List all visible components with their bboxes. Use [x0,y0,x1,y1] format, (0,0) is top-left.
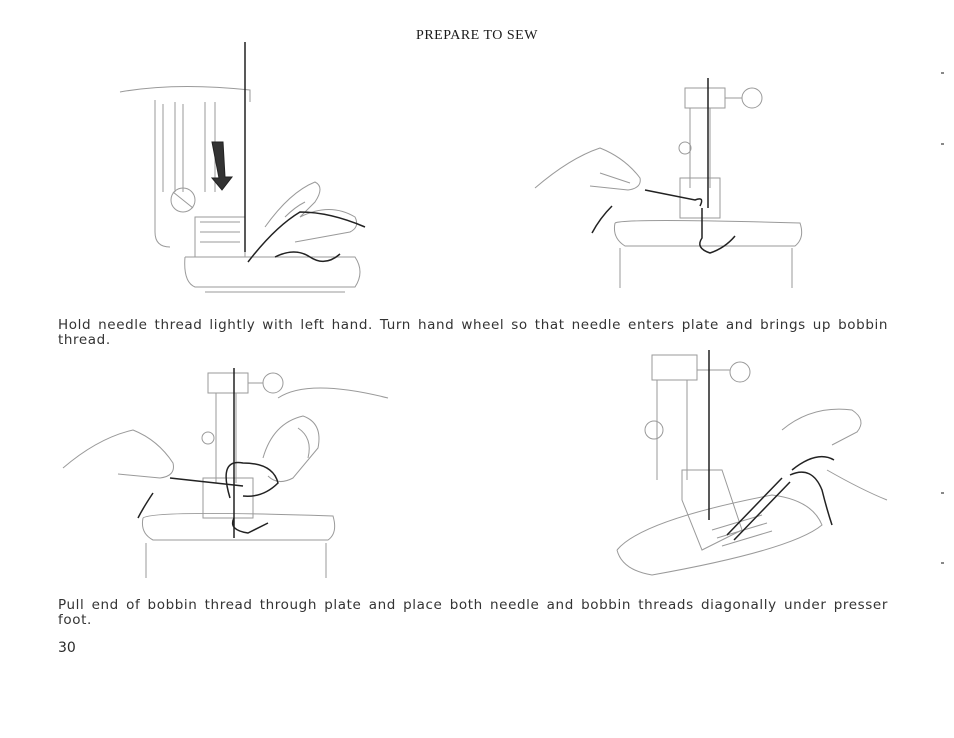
edge-mark [941,562,944,564]
step-1-caption: Hold needle thread lightly with left hand. Turn hand wheel so that needle enters plate and brings up bobbin thread. [58,317,888,348]
edge-mark [941,143,944,145]
threads-under-presser-foot-icon [612,350,892,590]
illustration-pull-bobbin [58,368,398,578]
illustration-bobbin-loop [530,78,810,293]
page-title: PREPARE TO SEW [416,28,538,43]
edge-mark [941,72,944,74]
edge-mark [941,492,944,494]
bobbin-thread-loop-icon [530,78,810,293]
illustration-threads-under-foot [612,350,892,590]
page-number: 30 [58,640,76,656]
illustration-turn-hand-wheel [115,42,375,302]
step-2-caption: Pull end of bobbin thread through plate and place both needle and bobbin threads diagonally under presser foot. [58,597,888,628]
hand-wheel-turn-icon [115,42,375,302]
pull-bobbin-thread-icon [58,368,398,578]
